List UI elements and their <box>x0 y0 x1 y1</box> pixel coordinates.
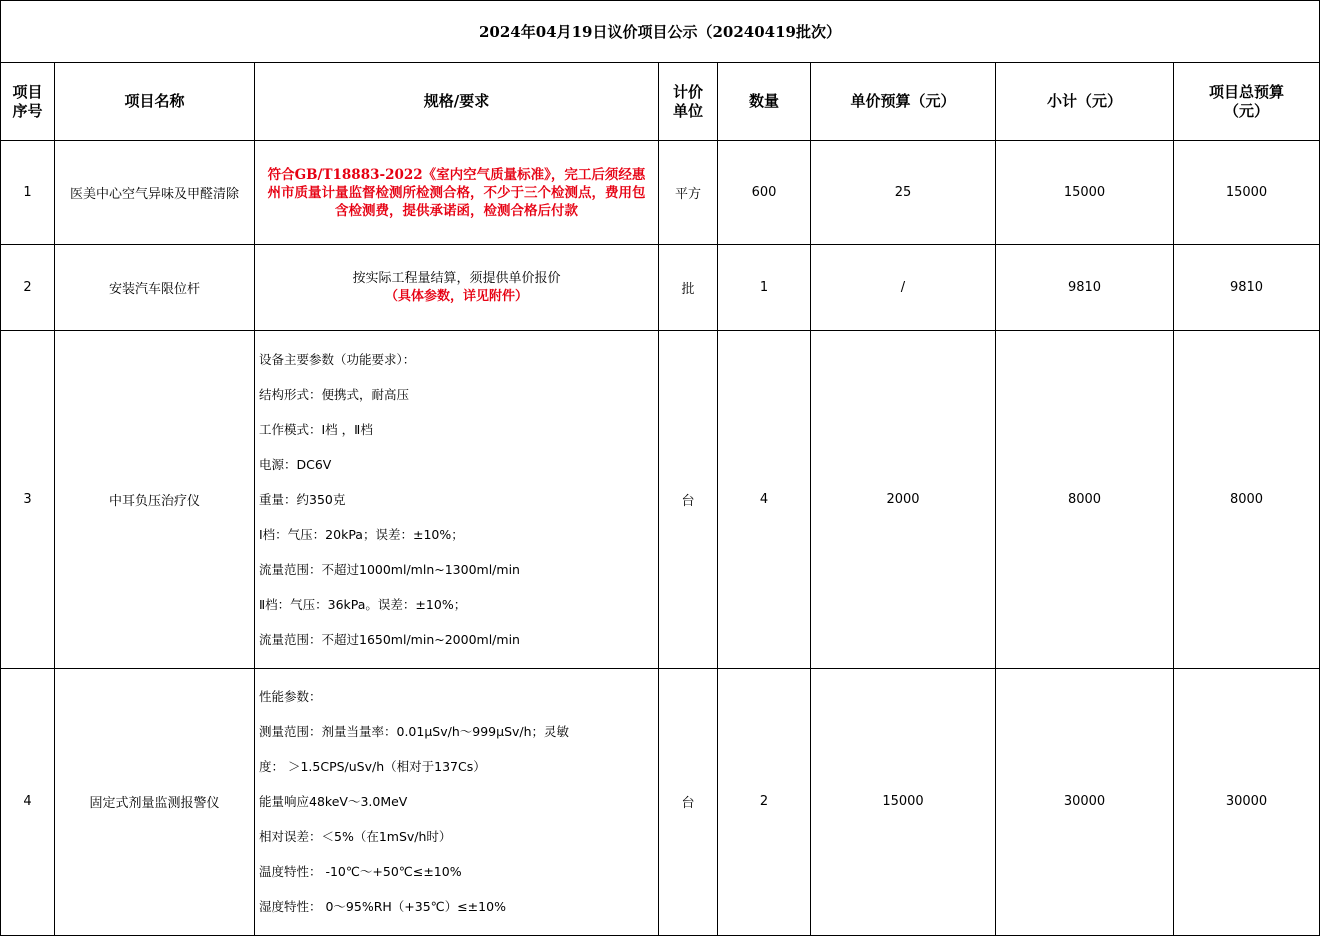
row-name: 固定式剂量监测报警仪 <box>55 668 255 936</box>
row-qty: 600 <box>718 141 811 245</box>
row-spec <box>255 245 659 331</box>
table-row <box>1 141 1320 245</box>
row-spec <box>255 331 659 669</box>
row-total: 9810 <box>1174 245 1320 331</box>
row-unit-price: 25 <box>811 141 996 245</box>
table-row <box>1 668 1320 936</box>
row-total: 30000 <box>1174 668 1320 936</box>
row-subtotal: 8000 <box>996 331 1174 669</box>
row-spec-line2: （具体参数，详见附件） <box>384 288 528 304</box>
row-qty: 2 <box>718 668 811 936</box>
header-seq-line2: 序号 <box>12 101 43 120</box>
spec-line: 工作模式：Ⅰ档 ，Ⅱ档 <box>259 421 373 437</box>
row-spec: 符合GB/T18883-2022《室内空气质量标准》，完工后须经惠州市质量计量监督检测所检测合格，不少于三个检测点，费用包含检测费，提供承诺函，检测合格后付款 <box>255 141 659 245</box>
header-qty: 数量 <box>718 63 811 141</box>
header-total-line1: 项目总预算 <box>1208 82 1284 101</box>
row-subtotal: 30000 <box>996 668 1174 936</box>
header-unit <box>659 63 718 141</box>
header-unit-line2: 单位 <box>672 101 703 120</box>
spec-line: 流量范围：不超过1650ml/min~2000ml/min <box>259 631 520 647</box>
spec-line: 设备主要参数（功能要求）： <box>259 351 416 367</box>
row-seq: 2 <box>1 245 55 331</box>
header-row <box>1 63 1320 141</box>
row-unit-price: / <box>811 245 996 331</box>
spec-line: 度： ＞1.5CPS/uSv/h（相对于137Cs） <box>259 759 486 774</box>
row-unit: 平方 <box>659 141 718 245</box>
row-unit-price: 15000 <box>811 668 996 936</box>
row-name: 医美中心空气异味及甲醛清除 <box>55 141 255 245</box>
row-total: 15000 <box>1174 141 1320 245</box>
header-seq-line1: 项目 <box>12 82 43 101</box>
spec-line: 能量响应48keV～3.0MeV <box>259 794 408 809</box>
header-name: 项目名称 <box>55 63 255 141</box>
spec-line: 重量：约350克 <box>259 491 346 507</box>
spec-line: 电源：DC6V <box>259 456 332 472</box>
row-qty: 4 <box>718 331 811 669</box>
header-unit-line1: 计价 <box>672 82 703 101</box>
header-spec: 规格/要求 <box>255 63 659 141</box>
table-row <box>1 331 1320 669</box>
spec-line: 结构形式：便携式，耐高压 <box>259 386 410 402</box>
row-unit: 台 <box>659 668 718 936</box>
spec-line: 相对误差：＜5%（在1mSv/h时） <box>259 829 452 844</box>
spec-line: 温度特性： -10℃～+50℃≤±10% <box>259 864 462 879</box>
spec-line: 湿度特性： 0～95%RH（+35℃）≤±10% <box>259 899 506 914</box>
header-unit-price: 单价预算（元） <box>811 63 996 141</box>
spec-line: 测量范围：剂量当量率：0.01μSv/h～999μSv/h；灵敏 <box>259 724 570 739</box>
row-qty: 1 <box>718 245 811 331</box>
table-row <box>1 245 1320 331</box>
header-total-line2: （元） <box>1223 101 1269 120</box>
row-subtotal: 15000 <box>996 141 1174 245</box>
row-unit: 台 <box>659 331 718 669</box>
row-seq: 4 <box>1 668 55 936</box>
row-seq: 1 <box>1 141 55 245</box>
spec-line: 性能参数： <box>259 689 322 704</box>
header-subtotal: 小计（元） <box>996 63 1174 141</box>
row-total: 8000 <box>1174 331 1320 669</box>
row-name: 中耳负压治疗仪 <box>55 331 255 669</box>
spec-line: Ⅰ档：气压：20kPa；误差：±10%； <box>259 526 464 542</box>
row-subtotal: 9810 <box>996 245 1174 331</box>
row-seq: 3 <box>1 331 55 669</box>
spec-line: 流量范围：不超过1000ml/mln~1300ml/min <box>259 561 520 577</box>
row-spec <box>255 668 659 936</box>
table-title: 2024年04月19日议价项目公示（20240419批次） <box>1 1 1320 63</box>
row-unit: 批 <box>659 245 718 331</box>
row-spec-line1: 按实际工程量结算，须提供单价报价 <box>352 270 561 286</box>
row-name: 安装汽车限位杆 <box>55 245 255 331</box>
row-unit-price: 2000 <box>811 331 996 669</box>
header-seq <box>1 63 55 141</box>
header-total <box>1174 63 1320 141</box>
spec-line: Ⅱ档：气压：36kPa。误差：±10%； <box>259 596 467 612</box>
